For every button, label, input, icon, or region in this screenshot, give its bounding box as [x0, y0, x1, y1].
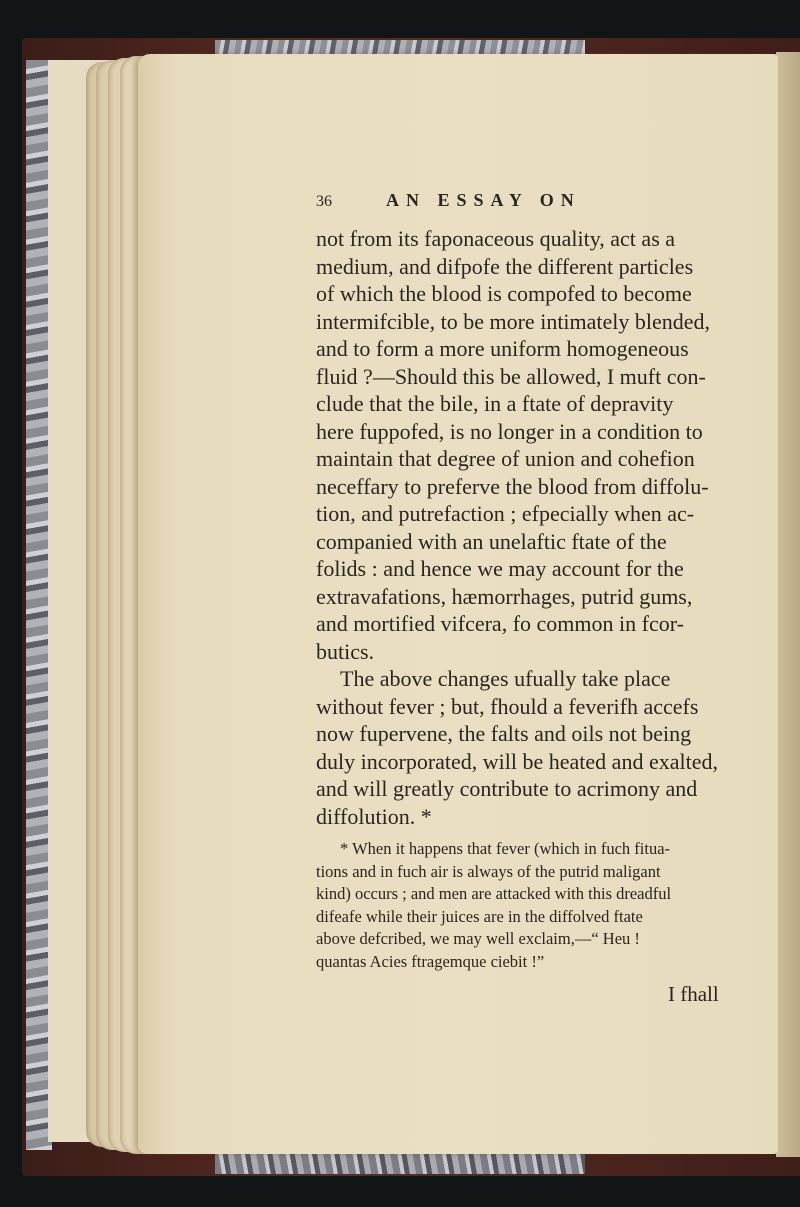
- text-line: diffolution. *: [316, 803, 432, 829]
- page-number: 36: [316, 193, 332, 210]
- paragraph-1: [316, 225, 726, 665]
- footnote-line: tions and in fuch air is always of the putrid maligant: [316, 861, 661, 881]
- text-line: butics.: [316, 638, 375, 664]
- page-text: [316, 190, 726, 973]
- running-title: AN ESSAY ON: [386, 190, 581, 210]
- marbled-endpaper-bottom: [215, 1152, 585, 1174]
- text-line: and mortified vifcera, fo common in fcor-: [316, 611, 684, 636]
- text-line: maintain that degree of union and cohefion: [316, 446, 695, 471]
- text-line: neceffary to preferve the blood from diffolu-: [316, 473, 709, 499]
- text-line: fluid ?—Should this be allowed, I muft con-: [316, 363, 706, 389]
- text-line: The above changes ufually take place: [340, 666, 671, 691]
- page-right-edge: [776, 52, 800, 1157]
- text-line: clude that the bile, in a ftate of depravity: [316, 391, 674, 416]
- text-line: duly incorporated, will be heated and exalted,: [316, 748, 718, 774]
- text-line: tion, and putrefaction ; efpecially when ac-: [316, 501, 695, 526]
- text-line: folids : and hence we may account for the: [316, 556, 684, 581]
- text-line: now fupervene, the falts and oils not being: [316, 721, 692, 746]
- footnote-line: quantas Acies ftragemque ciebit !”: [316, 951, 545, 971]
- footnote-line: kind) occurs ; and men are attacked with this dreadful: [316, 884, 672, 903]
- text-line: and will greatly contribute to acrimony and: [316, 776, 698, 801]
- marbled-endpaper-top: [215, 40, 585, 54]
- text-line: not from its faponaceous quality, act as a: [316, 226, 676, 251]
- text-line: medium, and difpofe the different particles: [316, 253, 694, 279]
- text-line: extravafations, hæmorrhages, putrid gums,: [316, 583, 693, 609]
- text-line: here fuppofed, is no longer in a condition to: [316, 418, 703, 444]
- text-line: of which the blood is compofed to become: [316, 281, 692, 306]
- footnote-line: * When it happens that fever (which in fuch fitua-: [340, 839, 671, 858]
- text-line: without fever ; but, fhould a feverifh accefs: [316, 693, 699, 719]
- footnote-line: above defcribed, we may well exclaim,—“ Heu !: [316, 929, 640, 948]
- footnote-line: difeafe while their juices are in the diffolved ftate: [316, 906, 643, 926]
- catchword: I fhall: [668, 982, 719, 1006]
- paragraph-2: [316, 665, 726, 830]
- footnote: [316, 838, 726, 973]
- text-line: intermifcible, to be more intimately blended,: [316, 308, 711, 334]
- page-header: [316, 190, 726, 211]
- text-line: companied with an unelaftic ftate of the: [316, 528, 667, 554]
- text-line: and to form a more uniform homogeneous: [316, 336, 689, 361]
